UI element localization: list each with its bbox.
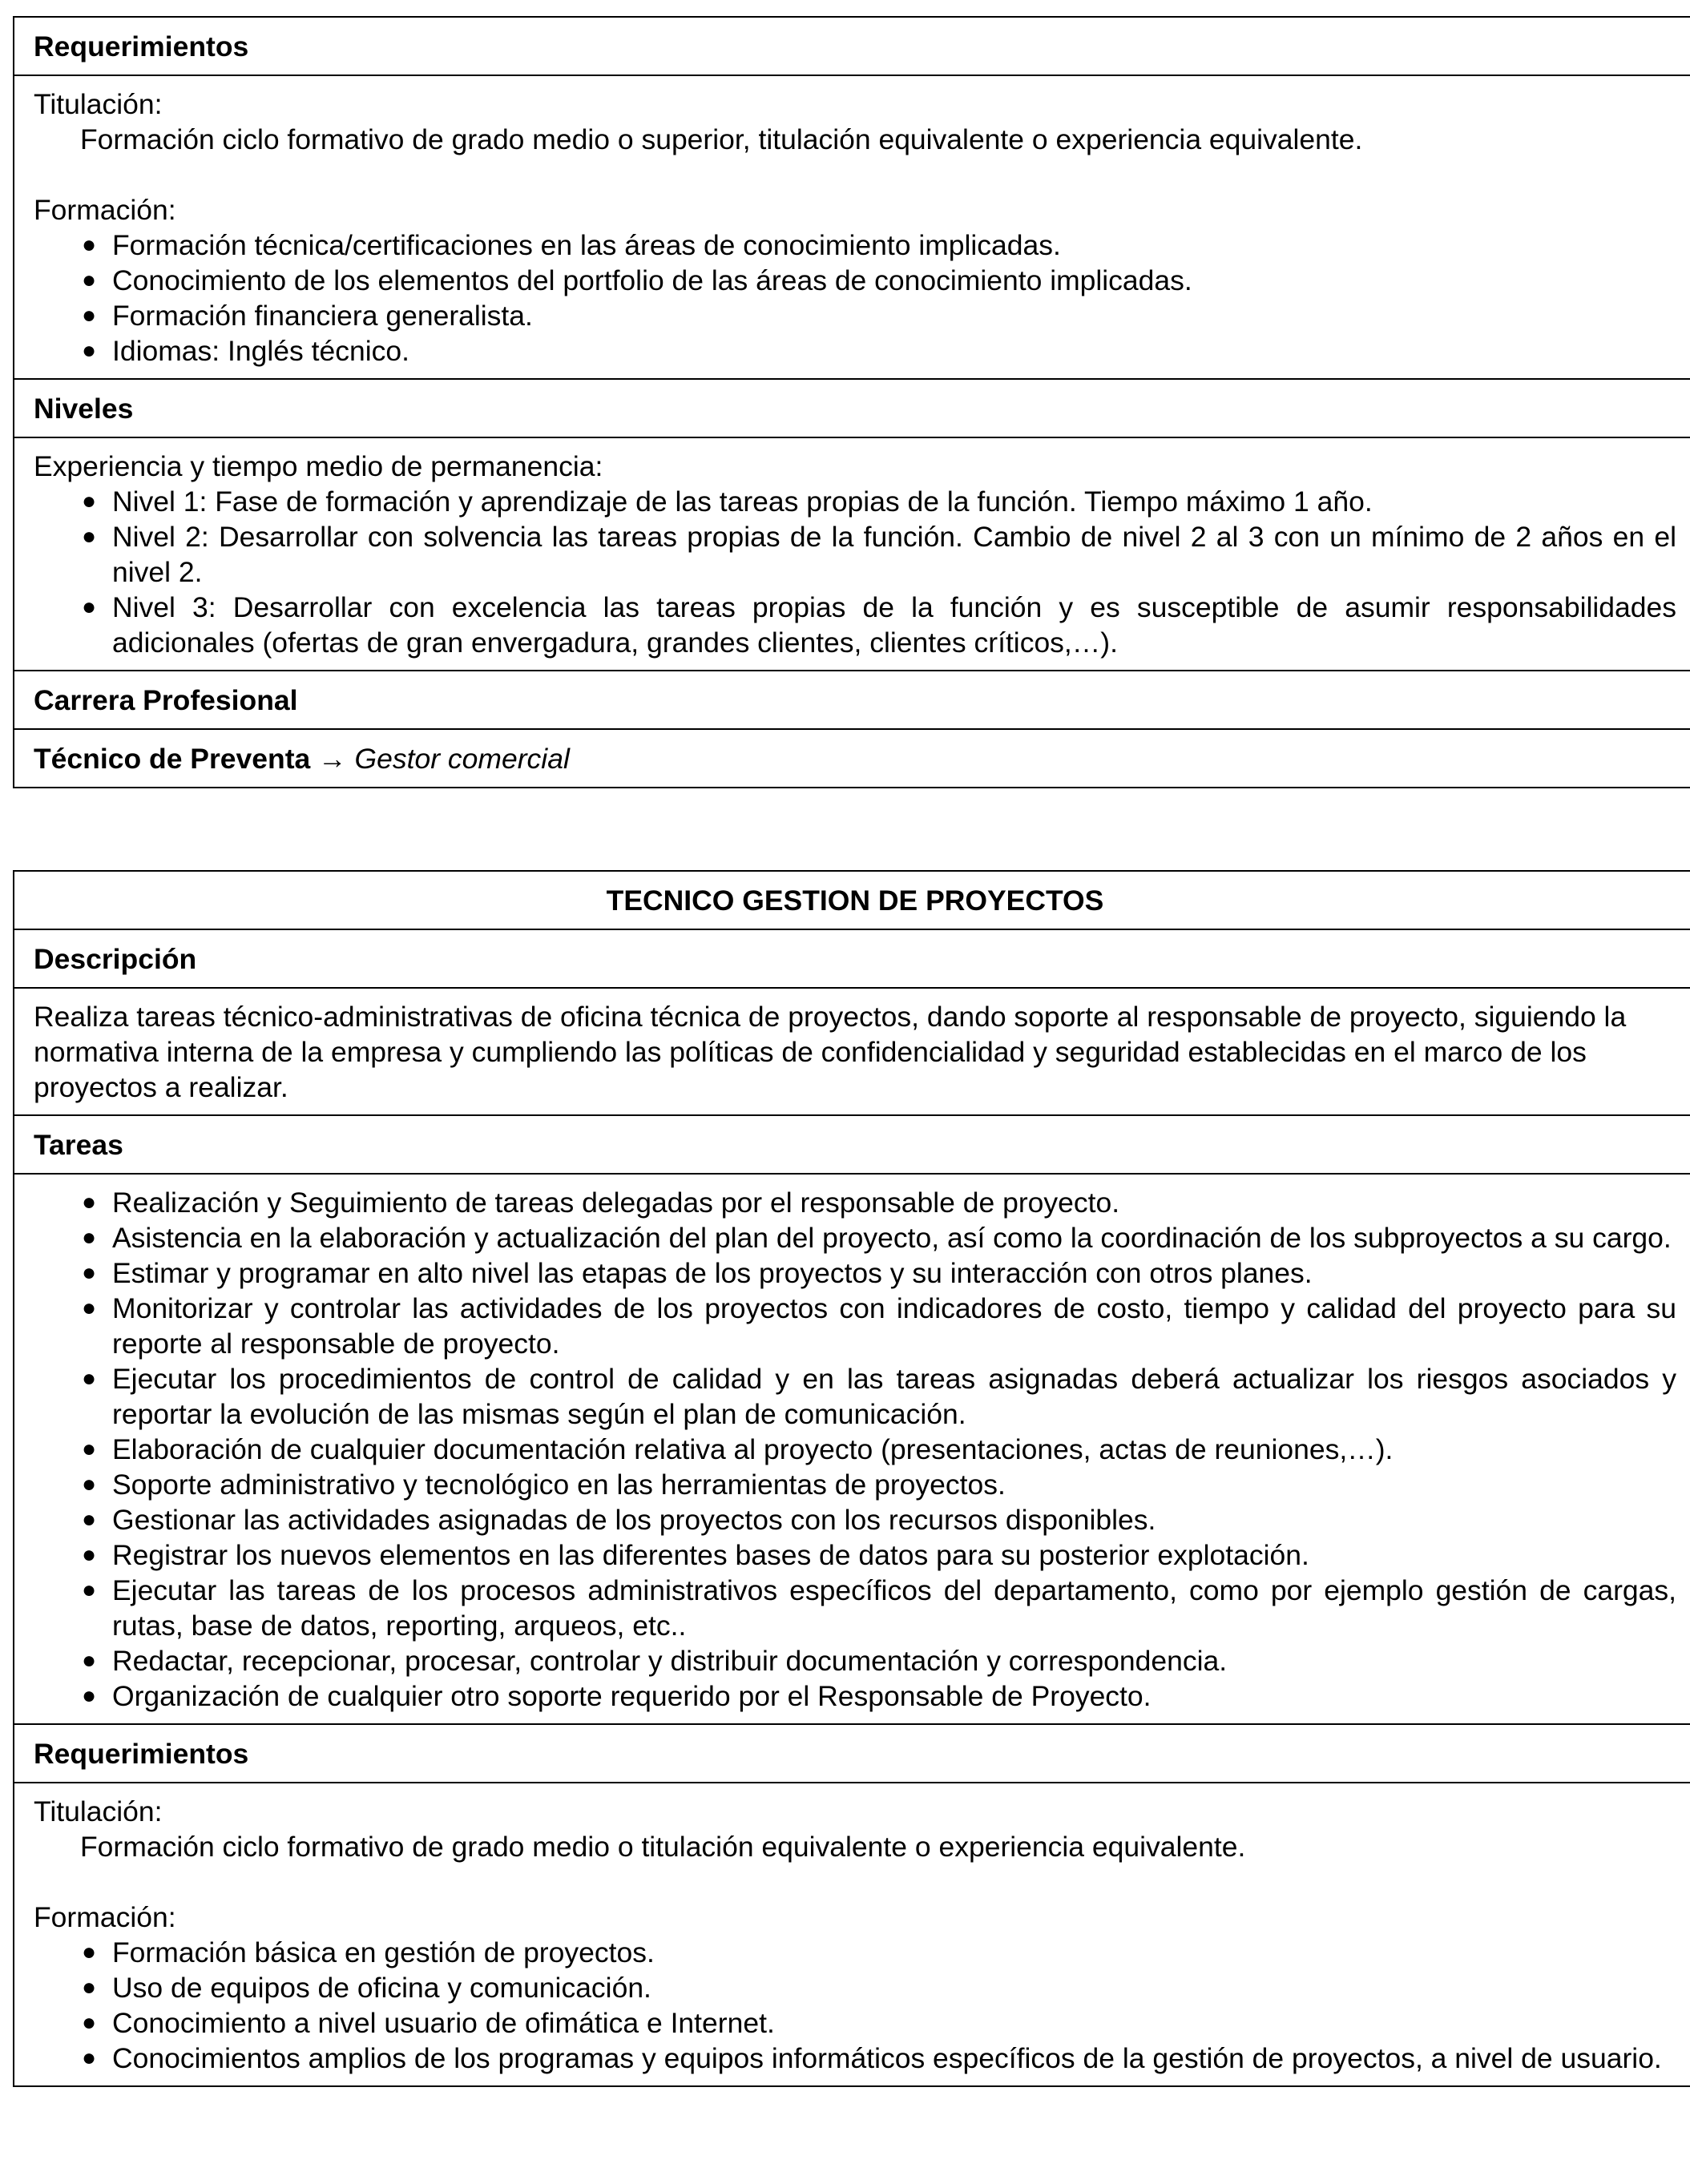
career-header — [14, 671, 1690, 730]
bullet-icon: ● — [82, 337, 97, 364]
formacion-label: Formación: — [34, 194, 176, 226]
career-to: Gestor comercial — [354, 742, 570, 775]
list-item: ● Idiomas: Inglés técnico. — [82, 335, 409, 367]
formacion-label: Formación: — [34, 1901, 176, 1933]
list-item: ● Nivel 3: Desarrollar con excelencia las tareas propias de la función y es susceptible de asumir responsabilidades adicionales (ofertas de gran envergadura, grandes clientes, clientes críticos,…). — [82, 591, 1676, 659]
list-item: ● Formación técnica/certificaciones en las áreas de conocimiento implicadas. — [82, 229, 1061, 261]
tasks-header-text: Tareas — [34, 1128, 123, 1161]
description-header — [14, 930, 1690, 989]
bullet-icon: ● — [82, 1471, 97, 1497]
levels-header — [14, 380, 1690, 438]
spacer — [34, 157, 1676, 192]
bullet-icon: ● — [82, 1506, 97, 1533]
bullet-icon: ● — [82, 2045, 97, 2071]
requirements-body — [14, 76, 1690, 380]
list-item: ● Estimar y programar en alto nivel las etapas de los proyectos y su interacción con otros planes. — [82, 1257, 1313, 1289]
list-item: ● Monitorizar y controlar las actividades de los proyectos con indicadores de costo, tiempo y calidad del proyecto para su reporte al responsable de proyecto. — [82, 1292, 1676, 1360]
career-path — [14, 730, 1690, 788]
list-item: ● Asistencia en la elaboración y actualización del plan del proyecto, así como la coordinación de los subproyectos a su cargo. — [82, 1222, 1672, 1254]
tasks-header — [14, 1116, 1690, 1175]
description-body — [14, 989, 1690, 1116]
bullet-icon: ● — [82, 302, 97, 328]
bullet-icon: ● — [82, 488, 97, 514]
list-item: ● Conocimientos amplios de los programas y equipos informáticos específicos de la gestión de proyectos, a nivel de usuario. — [82, 2042, 1662, 2074]
list-item: ● Uso de equipos de oficina y comunicación. — [82, 1972, 651, 2004]
job-table-tecnico-gestion-proyectos — [13, 870, 1690, 2087]
bullet-icon: ● — [82, 594, 97, 620]
list-item: ● Soporte administrativo y tecnológico en las herramientas de proyectos. — [82, 1469, 1006, 1501]
spacer — [34, 1864, 1676, 1900]
bullet-icon: ● — [82, 1647, 97, 1674]
list-item: ● Registrar los nuevos elementos en las diferentes bases de datos para su posterior explotación. — [82, 1539, 1309, 1571]
bullet-icon: ● — [82, 1682, 97, 1709]
bullet-icon: ● — [82, 523, 97, 550]
titulacion-label: Titulación: — [34, 88, 163, 120]
formacion-list — [34, 1935, 1676, 2076]
career-header-text: Carrera Profesional — [34, 683, 298, 716]
arrow-right-icon: → — [318, 742, 347, 775]
titulacion-label: Titulación: — [34, 1795, 163, 1827]
titulacion-text: Formación ciclo formativo de grado medio o titulación equivalente o experiencia equivalente. — [80, 1831, 1246, 1863]
list-item: ● Ejecutar las tareas de los procesos administrativos específicos del departamento, como por ejemplo gestión de cargas, rutas, base de datos, reporting, arqueos, etc.. — [82, 1574, 1676, 1642]
bullet-icon: ● — [82, 1189, 97, 1215]
job-title: TECNICO GESTION DE PROYECTOS — [606, 884, 1104, 917]
bullet-icon: ● — [82, 1259, 97, 1286]
list-item: ● Organización de cualquier otro soporte requerido por el Responsable de Proyecto. — [82, 1680, 1152, 1712]
levels-list — [34, 484, 1676, 660]
job-title-row — [14, 872, 1690, 930]
requirements-header — [14, 1725, 1690, 1783]
list-item: ● Elaboración de cualquier documentación relativa al proyecto (presentaciones, actas de reuniones,…). — [82, 1433, 1394, 1465]
list-item: ● Ejecutar los procedimientos de control de calidad y en las tareas asignadas deberá actualizar los riesgos asociados y reportar la evolución de las mismas según el plan de comunicación. — [82, 1363, 1676, 1430]
bullet-icon: ● — [82, 267, 97, 293]
requirements-body — [14, 1783, 1690, 2087]
description-header-text: Descripción — [34, 942, 197, 975]
bullet-icon: ● — [82, 1436, 97, 1462]
list-item: ● Conocimiento a nivel usuario de ofimática e Internet. — [82, 2007, 775, 2039]
titulacion-text: Formación ciclo formativo de grado medio o superior, titulación equivalente o experiencia equivalente. — [80, 123, 1363, 155]
list-item: ● Formación básica en gestión de proyectos. — [82, 1936, 655, 1968]
bullet-icon: ● — [82, 1365, 97, 1392]
requirements-header-text: Requerimientos — [34, 1737, 249, 1770]
tasks-body — [14, 1175, 1690, 1725]
bullet-icon: ● — [82, 1224, 97, 1251]
requirements-header — [14, 18, 1690, 76]
bullet-icon: ● — [82, 1295, 97, 1321]
tasks-list — [34, 1185, 1676, 1714]
career-from: Técnico de Preventa — [34, 742, 311, 775]
requirements-header-text: Requerimientos — [34, 30, 249, 62]
levels-body — [14, 438, 1690, 671]
list-item: ● Redactar, recepcionar, procesar, controlar y distribuir documentación y correspondencia. — [82, 1645, 1228, 1677]
bullet-icon: ● — [82, 2009, 97, 2036]
formacion-list — [34, 228, 1676, 369]
list-item: ● Gestionar las actividades asignadas de los proyectos con los recursos disponibles. — [82, 1504, 1156, 1536]
bullet-icon: ● — [82, 1974, 97, 2001]
description-text: Realiza tareas técnico-administrativas de oficina técnica de proyectos, dando soporte al responsable de proyecto, siguiendo la normativa interna de la empresa y cumpliendo las políticas de confidencialidad y seguridad establecidas en el marco de los proyectos a realizar. — [34, 1001, 1627, 1103]
list-item: ● Formación financiera generalista. — [82, 300, 533, 332]
levels-header-text: Niveles — [34, 392, 134, 425]
list-item: ● Nivel 1: Fase de formación y aprendizaje de las tareas propias de la función. Tiempo máximo 1 año. — [82, 486, 1373, 518]
list-item: ● Nivel 2: Desarrollar con solvencia las tareas propias de la función. Cambio de nivel 2 al 3 con un mínimo de 2 años en el nivel 2. — [82, 521, 1676, 588]
list-item: ● Realización y Seguimiento de tareas delegadas por el responsable de proyecto. — [82, 1187, 1120, 1219]
requirements-table-preventa — [13, 16, 1690, 788]
levels-intro: Experiencia y tiempo medio de permanencia: — [34, 450, 603, 482]
bullet-icon: ● — [82, 1541, 97, 1568]
bullet-icon: ● — [82, 232, 97, 258]
bullet-icon: ● — [82, 1939, 97, 1965]
bullet-icon: ● — [82, 1577, 97, 1603]
list-item: ● Conocimiento de los elementos del portfolio de las áreas de conocimiento implicadas. — [82, 264, 1192, 296]
